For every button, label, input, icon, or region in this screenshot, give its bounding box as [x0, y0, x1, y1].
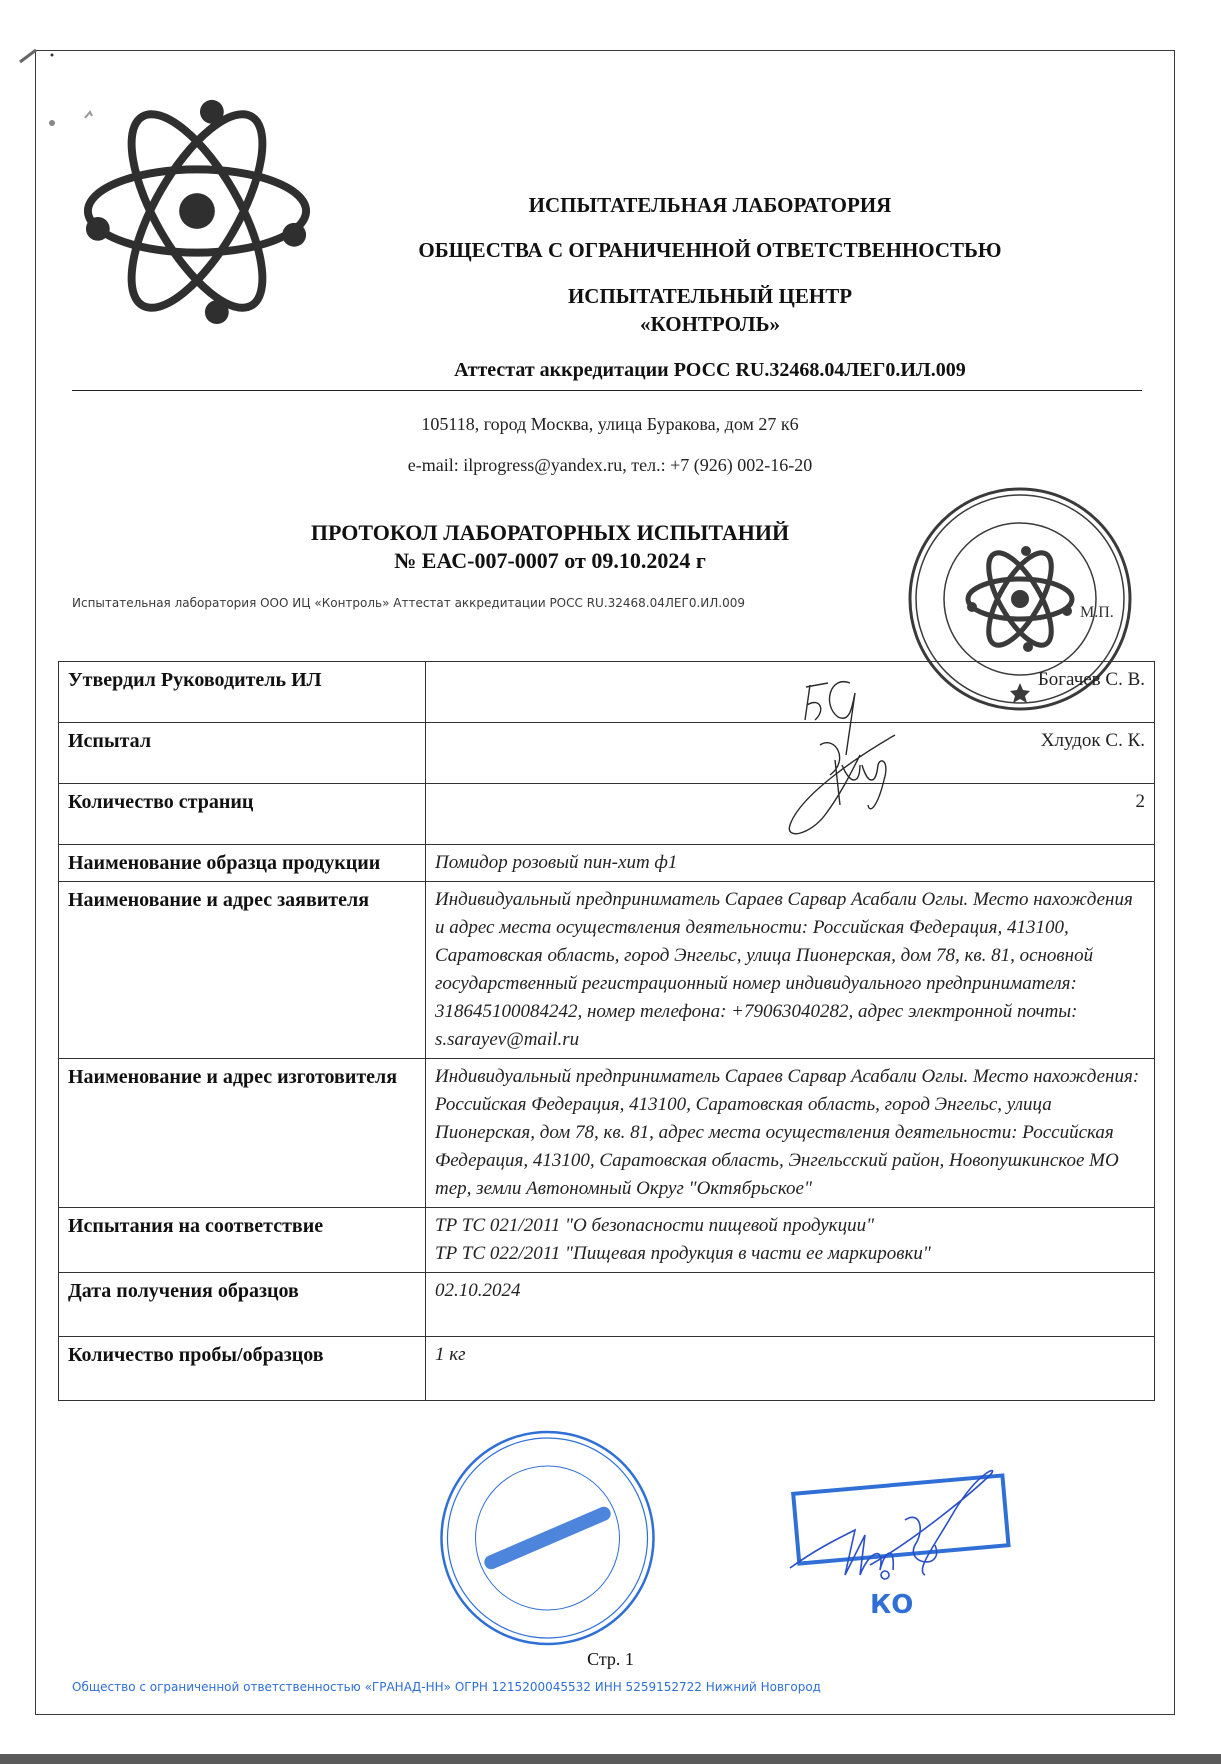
row-value: 2 — [426, 784, 1155, 845]
table-row — [59, 662, 1155, 723]
rect-stamp-signature — [775, 1450, 1015, 1585]
page-number: Стр. 1 — [587, 1649, 634, 1669]
standard-line: ТР ТС 021/2011 "О безопасности пищевой продукции" — [435, 1215, 875, 1236]
protocol-number: № ЕАС-007-0007 от 09.10.2024 г — [394, 548, 706, 573]
company-round-stamp — [430, 1428, 665, 1648]
table-row — [59, 1273, 1155, 1337]
row-label: Наименование образца продукции — [59, 845, 426, 882]
lab-stamp-legend: Испытательная лаборатория ООО ИЦ «Контроль» Аттестат аккредитации РОСС RU.32468.04ЛЕГ0.ИЛ.009 — [72, 596, 745, 610]
row-value: Помидор розовый пин-хит ф1 — [426, 845, 1155, 882]
row-label: Утвердил Руководитель ИЛ — [59, 662, 426, 723]
table-row — [59, 882, 1155, 1059]
row-value: Индивидуальный предприниматель Сараев Сарвар Асабали Оглы. Место нахождения: Российская Федерация, 413100, Саратовская область, город Энгельс, улица Пионерская, дом 78, кв. 81, адрес места осуществления деятельности: Российская Федерация, 413100, Саратовская область, Энгельсский район, Новопушкинское МО тер, земли Автономный Округ "Октябрьское" — [426, 1059, 1155, 1208]
lab-contacts: e-mail: ilprogress@yandex.ru, тел.: +7 (926) 002-16-20 — [407, 455, 813, 475]
table-row — [59, 784, 1155, 845]
row-label: Испытания на соответствие — [59, 1208, 426, 1273]
row-label: Наименование и адрес изготовителя — [59, 1059, 426, 1208]
kontrol-stamp-legend: КО — [870, 1590, 914, 1620]
row-value: Индивидуальный предприниматель Сараев Сарвар Асабали Оглы. Место нахождения и адрес места осуществления деятельности: Российская Федерация, 413100, Саратовская область, город Энгельс, улица Пионерская, дом 78, кв. 81, основной государственный регистрационный номер индивидуального предпринимателя: 318645100084242, номер телефона: +79063040282, адрес электронной почты: s.sarayev@mail.ru — [426, 882, 1155, 1059]
row-label: Дата получения образцов — [59, 1273, 426, 1337]
row-value: Хлудок С. К. — [426, 723, 1155, 784]
granad-stamp-legend: Общество с ограниченной ответственностью «ГРАНАД-НН» ОГРН 1215200045532 ИНН 5259152722 Нижний Новгород — [72, 1680, 821, 1694]
row-label: Количество пробы/образцов — [59, 1337, 426, 1401]
row-value — [426, 1208, 1155, 1273]
lab-name-line4: «КОНТРОЛЬ» — [640, 312, 780, 336]
table-row — [59, 1337, 1155, 1401]
table-row — [59, 1208, 1155, 1273]
protocol-title: ПРОТОКОЛ ЛАБОРАТОРНЫХ ИСПЫТАНИЙ — [310, 520, 790, 545]
row-value: Богачев С. В. — [426, 662, 1155, 723]
table-row — [59, 845, 1155, 882]
stamp-place-mark: М.П. — [1080, 604, 1114, 621]
lab-address: 105118, город Москва, улица Буракова, дом 27 к6 — [421, 414, 799, 434]
row-label: Количество страниц — [59, 784, 426, 845]
lab-name-line3: ИСПЫТАТЕЛЬНЫЙ ЦЕНТР — [567, 284, 853, 308]
scan-edge — [0, 1754, 1221, 1764]
standard-line: ТР ТС 022/2011 "Пищевая продукция в части ее маркировки" — [435, 1243, 931, 1264]
header-divider — [72, 390, 1142, 391]
lab-name-line1: ИСПЫТАТЕЛЬНАЯ ЛАБОРАТОРИЯ — [528, 193, 892, 217]
table-row — [59, 1059, 1155, 1208]
accreditation: Аттестат аккредитации РОСС RU.32468.04ЛЕГ0.ИЛ.009 — [454, 359, 966, 381]
row-label: Наименование и адрес заявителя — [59, 882, 426, 1059]
row-label: Испытал — [59, 723, 426, 784]
lab-name-line2: ОБЩЕСТВА С ОГРАНИЧЕННОЙ ОТВЕТСТВЕННОСТЬЮ — [418, 238, 1002, 262]
row-value: 1 кг — [426, 1337, 1155, 1401]
row-value: 02.10.2024 — [426, 1273, 1155, 1337]
protocol-info-table — [58, 661, 1155, 1401]
table-row — [59, 723, 1155, 784]
